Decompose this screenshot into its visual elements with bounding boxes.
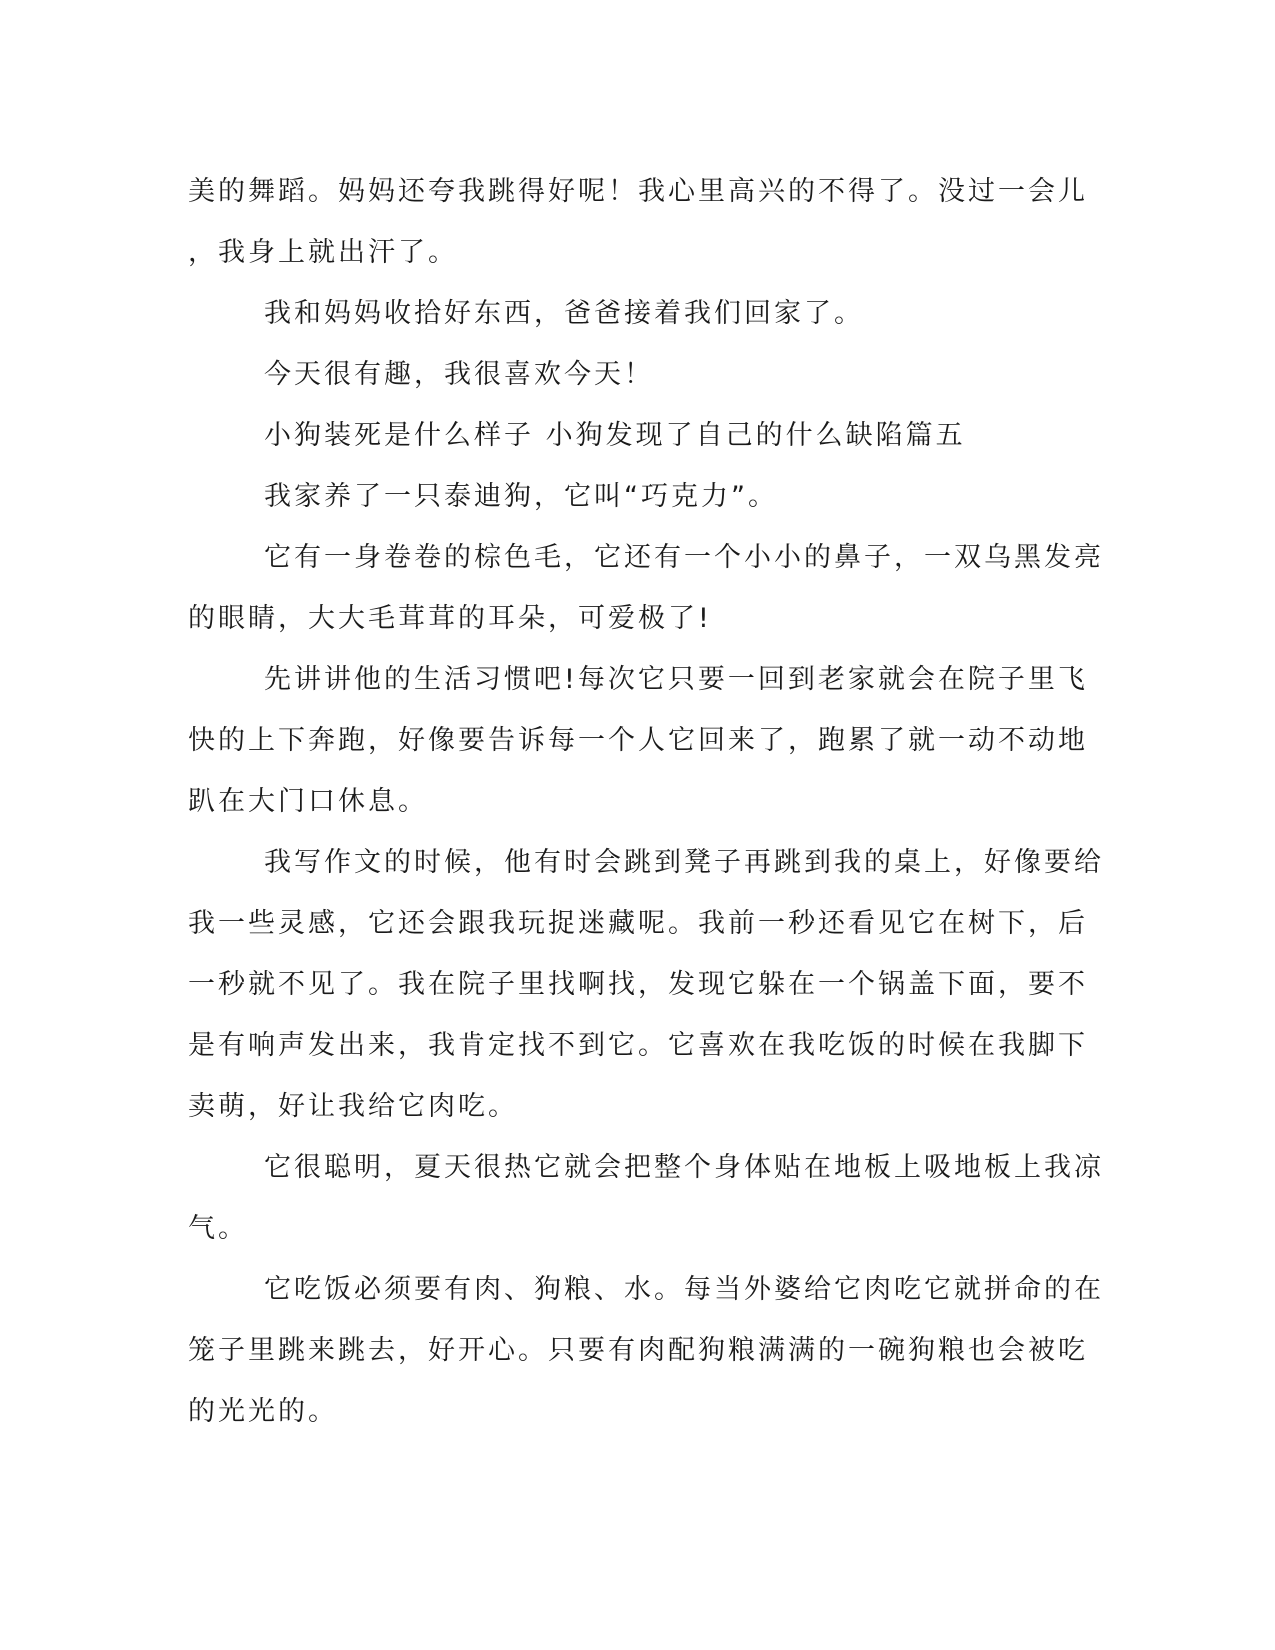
text-line: 我写作文的时候，他有时会跳到凳子再跳到我的桌上，好像要给 [264, 847, 1104, 878]
text-line: 卖萌，好让我给它肉吃。 [188, 1091, 518, 1122]
text-line: 它很聪明，夏天很热它就会把整个身体贴在地板上吸地板上我凉 [264, 1152, 1104, 1183]
text-line: 我家养了一只泰迪狗，它叫“巧克力”。 [264, 481, 778, 512]
text-line: 的光光的。 [188, 1396, 338, 1427]
text-line: 小狗装死是什么样子 小狗发现了自己的什么缺陷篇五 [264, 420, 966, 451]
text-line: 气。 [188, 1213, 248, 1244]
text-line: 我一些灵感，它还会跟我玩捉迷藏呢。我前一秒还看见它在树下，后 [188, 908, 1088, 939]
document-body [188, 161, 1104, 1442]
text-line: 趴在大门口休息。 [188, 786, 428, 817]
text-line: 笼子里跳来跳去，好开心。只要有肉配狗粮满满的一碗狗粮也会被吃 [188, 1335, 1088, 1366]
text-line: 一秒就不见了。我在院子里找啊找，发现它躲在一个锅盖下面，要不 [188, 969, 1088, 1000]
text-line: 它吃饭必须要有肉、狗粮、水。每当外婆给它肉吃它就拼命的在 [264, 1274, 1104, 1305]
text-line: 快的上下奔跑，好像要告诉每一个人它回来了，跑累了就一动不动地 [188, 725, 1088, 756]
text-line: 今天很有趣，我很喜欢今天！ [264, 359, 654, 390]
text-line: 它有一身卷卷的棕色毛，它还有一个小小的鼻子，一双乌黑发亮 [264, 542, 1104, 573]
text-line: 先讲讲他的生活习惯吧!每次它只要一回到老家就会在院子里飞 [264, 664, 1088, 695]
text-line: 是有响声发出来，我肯定找不到它。它喜欢在我吃饭的时候在我脚下 [188, 1030, 1088, 1061]
text-line: 美的舞蹈。妈妈还夸我跳得好呢！我心里高兴的不得了。没过一会儿 [188, 176, 1088, 207]
text-line: 我和妈妈收拾好东西，爸爸接着我们回家了。 [264, 298, 864, 329]
text-line: 的眼睛，大大毛茸茸的耳朵，可爱极了! [188, 603, 712, 634]
text-line: ，我身上就出汗了。 [188, 237, 458, 268]
